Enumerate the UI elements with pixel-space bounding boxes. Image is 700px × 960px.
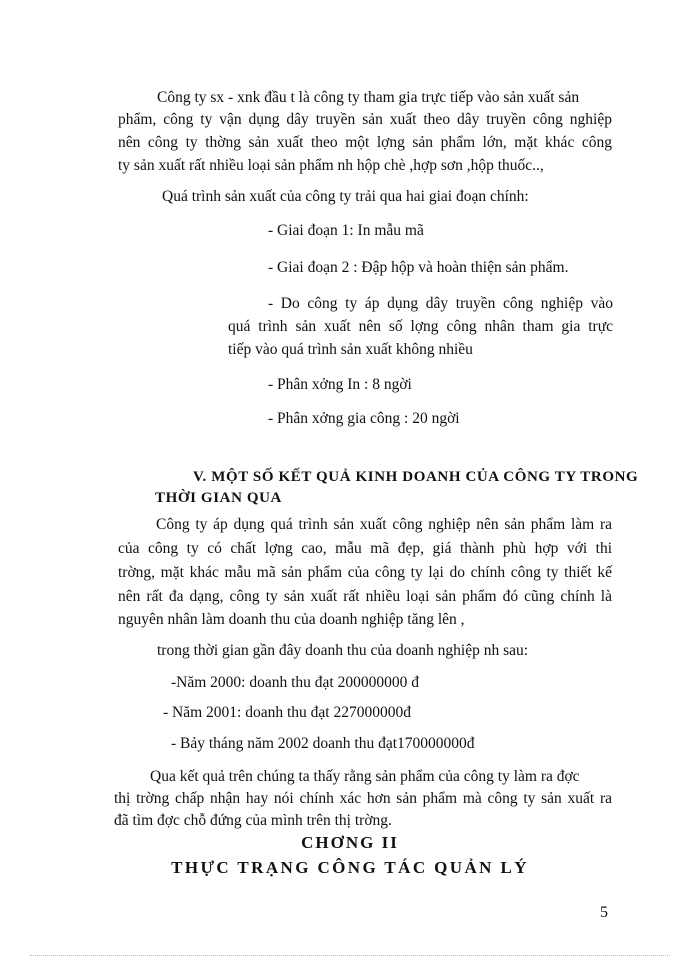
para3-line-1: - Do công ty áp dụng dây truyền công nghiệp vào	[268, 295, 613, 312]
page-bottom-divider	[30, 955, 670, 956]
para6-line-3: đã tìm đợc chỗ đứng của mình trên thị trờng.	[114, 812, 392, 829]
page-number: 5	[600, 904, 608, 921]
chapter-title: CHƠNG II	[301, 833, 399, 852]
para4-line-5: nguyên nhân làm doanh thu của doanh nghiệp tăng lên ,	[118, 611, 465, 628]
revenue-item-3: - Bảy tháng năm 2002 doanh thu đạt170000000đ	[171, 735, 475, 752]
para3-line-3: tiếp vào quá trình sản xuất không nhiều	[228, 341, 473, 358]
workshop2-item: - Phân xởng gia công : 20 ngời	[268, 410, 460, 427]
para4-line-2: của công ty có chất lợng cao, mẫu mã đẹp, giá thành phù hợp với thi	[118, 540, 612, 557]
workshop1-item: - Phân xởng In : 8 ngời	[268, 376, 412, 393]
para3-line-2: quá trình sản xuất nên số lợng công nhân tham gia trực	[228, 318, 613, 335]
para5: trong thời gian gần đây doanh thu của doanh nghiệp nh sau:	[157, 642, 529, 659]
section-heading-line-2: THỜI GIAN QUA	[155, 490, 282, 506]
para6-line-1: Qua kết quả trên chúng ta thấy rằng sản phẩm của công ty làm ra đợc	[150, 768, 580, 785]
chapter-subtitle: THỰC TRẠNG CÔNG TÁC QUẢN LÝ	[171, 858, 529, 877]
para1-line-2: phẩm, công ty vận dụng dây truyền sản xuất theo dây truyền công nghiệp	[118, 111, 612, 128]
section-heading-line-1: V. MỘT SỐ KẾT QUẢ KINH DOANH CỦA CÔNG TY TRONG	[193, 469, 639, 485]
para4-line-4: nên rất đa dạng, công ty sản xuất rất nhiều loại sản phẩm đó cũng chính là	[118, 588, 612, 605]
para2: Quá trình sản xuất của công ty trải qua hai giai đoạn chính:	[162, 188, 529, 205]
para1-line-3: nên công ty thờng sản xuất theo một lợng sản phẩm lớn, mặt khác công	[118, 134, 612, 151]
para4-line-1: Công ty áp dụng quá trình sản xuất công nghiệp nên sản phẩm làm ra	[156, 516, 612, 533]
stage1-item: - Giai đoạn 1: In mẫu mã	[268, 222, 424, 239]
para6-line-2: thị trờng chấp nhận hay nói chính xác hơn sản phẩm mà công ty sản xuất ra	[114, 790, 612, 807]
para1-line-4: ty sản xuất rất nhiều loại sản phẩm nh hộp chè ,hợp sơn ,hộp thuốc..,	[118, 157, 544, 174]
revenue-item-1: -Năm 2000: doanh thu đạt 200000000 đ	[171, 674, 419, 691]
stage2-item: - Giai đoạn 2 : Đập hộp và hoàn thiện sản phẩm.	[268, 259, 569, 276]
revenue-item-2: - Năm 2001: doanh thu đạt 227000000đ	[163, 704, 411, 721]
para1-line-1: Công ty sx - xnk đầu t là công ty tham gia trực tiếp vào sản xuất sản	[157, 89, 580, 106]
para4-line-3: trờng, mặt khác mẫu mã sản phẩm của công ty lại do chính công ty thiết kế	[118, 564, 612, 581]
